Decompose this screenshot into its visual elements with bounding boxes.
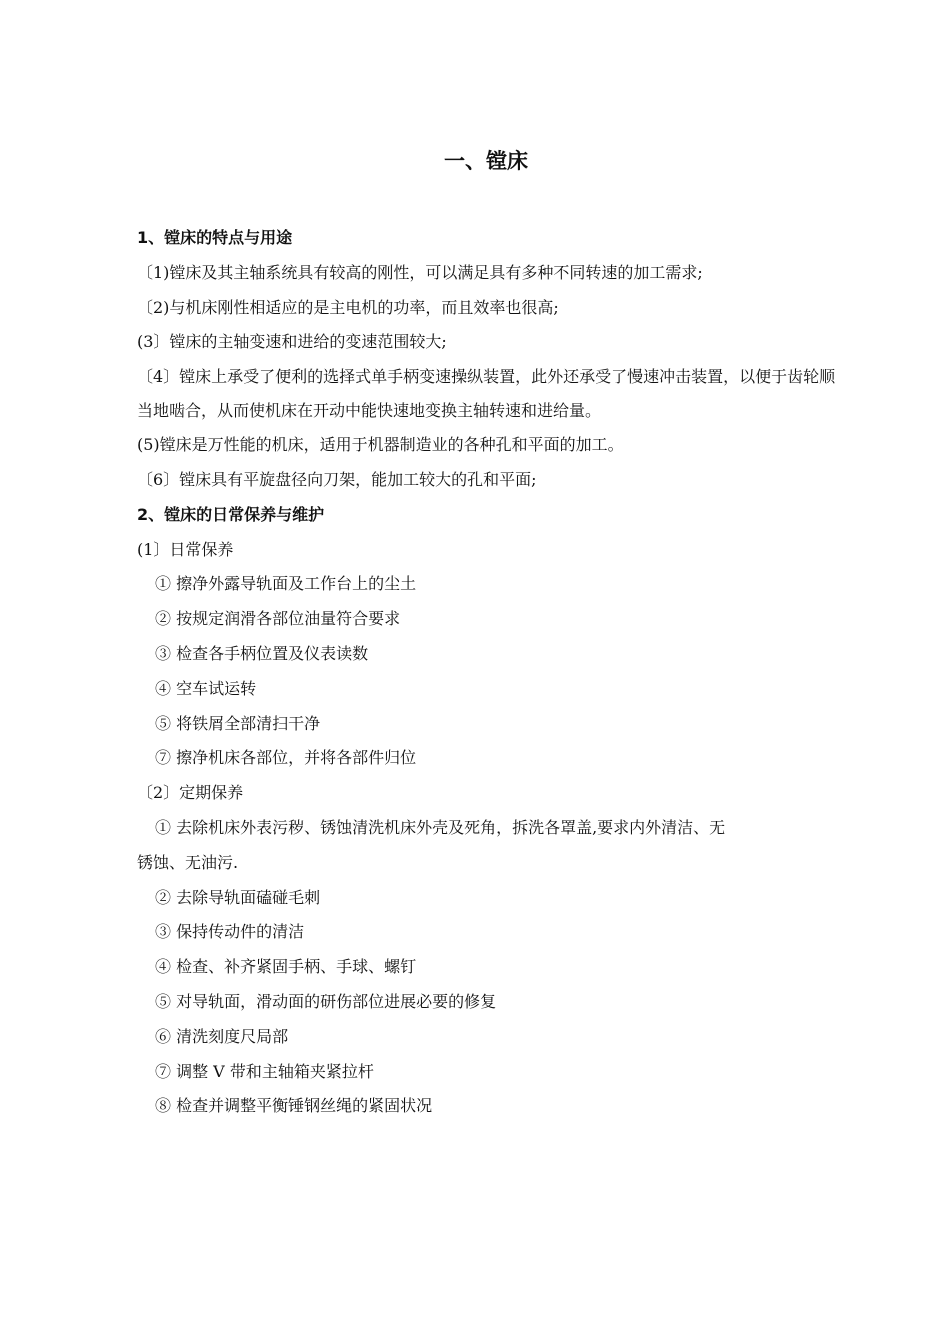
feature-item-4: 〔4〕镗床上承受了便利的选择式单手柄变速操纵装置，此外还承受了慢速冲击装置，以便于齿轮顺当地啮合，从而使机床在开动中能快速地变换主轴转速和进给量。	[137, 367, 836, 421]
periodic-item-2: ② 去除导轨面磕碰毛刺	[155, 887, 321, 907]
daily-item-6: ⑦ 擦净机床各部位，并将各部件归位	[155, 748, 417, 768]
daily-maintenance-label: (1〕日常保养	[137, 539, 234, 559]
daily-item-5: ⑤ 将铁屑全部清扫干净	[155, 713, 321, 733]
feature-item-3: (3〕镗床的主轴变速和进给的变速范围较大;	[137, 332, 447, 352]
periodic-item-4: ④ 检查、补齐紧固手柄、手球、螺钉	[155, 957, 417, 977]
feature-item-1: 〔1)镗床及其主轴系统具有较高的刚性，可以满足具有多种不同转速的加工需求;	[137, 262, 703, 282]
periodic-item-1-line-1: ① 去除机床外表污秽、锈蚀清洗机床外壳及死角，拆洗各罩盖,要求内外清洁、无	[155, 817, 726, 837]
document-title: 一、镗床	[444, 149, 528, 173]
periodic-maintenance-label: 〔2〕定期保养	[137, 783, 244, 803]
daily-item-3: ③ 检查各手柄位置及仪表读数	[155, 643, 369, 663]
feature-item-5: (5)镗床是万性能的机床，适用于机器制造业的各种孔和平面的加工。	[137, 435, 624, 455]
daily-item-4: ④ 空车试运转	[155, 678, 257, 698]
feature-item-2: 〔2)与机床刚性相适应的是主电机的功率，而且效率也很高;	[137, 297, 559, 317]
daily-item-1: ① 擦净外露导轨面及工作台上的尘土	[155, 574, 417, 594]
feature-item-6: 〔6〕镗床具有平旋盘径向刀架，能加工较大的孔和平面;	[137, 469, 537, 489]
periodic-item-5: ⑤ 对导轨面，滑动面的研伤部位进展必要的修复	[155, 991, 497, 1011]
section-heading-features: 1、镗床的特点与用途	[137, 228, 293, 247]
periodic-item-1-line-2: 锈蚀、无油污.	[137, 852, 239, 872]
periodic-item-7: ⑦ 调整 V 带和主轴箱夹紧拉杆	[155, 1061, 374, 1081]
section-heading-maintenance: 2、镗床的日常保养与维护	[137, 504, 325, 524]
periodic-item-6: ⑥ 清洗刻度尺局部	[155, 1026, 289, 1046]
daily-item-2: ② 按规定润滑各部位油量符合要求	[155, 609, 401, 629]
periodic-item-8: ⑧ 检查并调整平衡锤钢丝绳的紧固状况	[155, 1096, 433, 1116]
periodic-item-3: ③ 保持传动件的清洁	[155, 922, 305, 942]
document-body	[137, 221, 837, 1124]
